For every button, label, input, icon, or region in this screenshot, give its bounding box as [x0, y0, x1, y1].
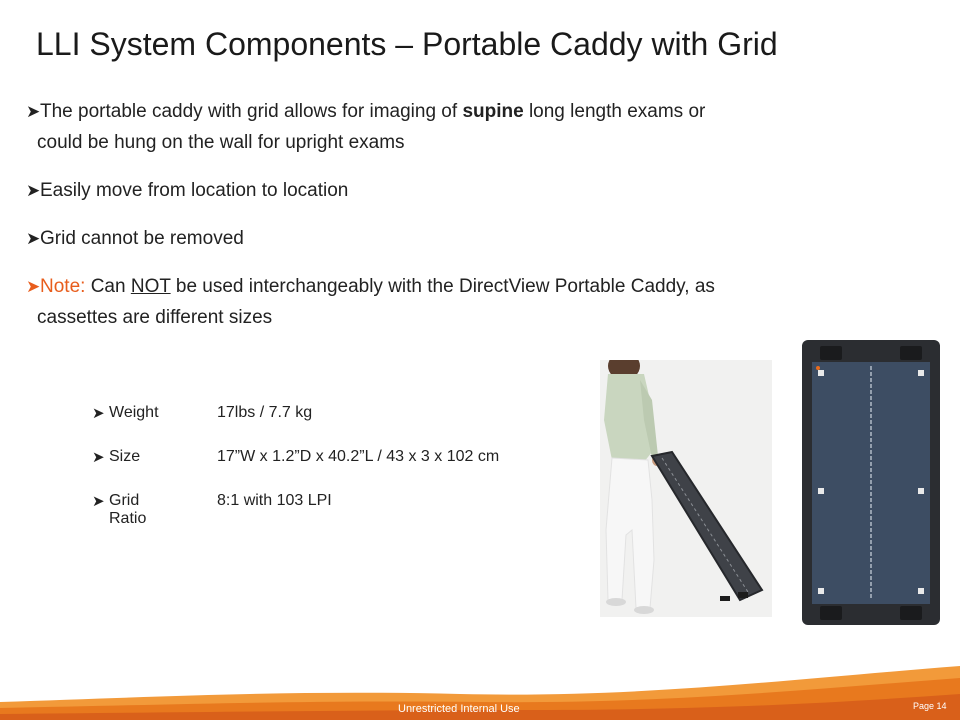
- arrow-bullet-icon: ➤: [26, 102, 41, 121]
- spec-value: 17lbs / 7.7 kg: [217, 404, 313, 421]
- arrow-bullet-icon: ➤: [26, 277, 41, 296]
- photo-person-with-caddy: [600, 360, 772, 617]
- classification-label: Unrestricted Internal Use: [398, 703, 520, 715]
- spec-value: 8:1 with 103 LPI: [217, 492, 332, 509]
- bullet-continuation: cassettes are different sizes: [37, 307, 273, 328]
- arrow-bullet-icon: ➤: [92, 405, 105, 422]
- bullet-text: long length exams or: [523, 101, 706, 122]
- bullet-text: The portable caddy with grid allows for imaging of: [40, 101, 463, 122]
- spec-name: Weight: [109, 404, 159, 421]
- slide-title: LLI System Components – Portable Caddy with Grid: [36, 26, 778, 62]
- bullet-list: [28, 96, 908, 350]
- arrow-bullet-icon: ➤: [26, 229, 41, 248]
- page-number: Page 14: [913, 701, 947, 711]
- bullet-text: be used interchangeably with the DirectView Portable Caddy, as: [170, 276, 715, 297]
- bullet-item: [28, 175, 908, 206]
- spec-name: Size: [109, 448, 141, 465]
- arrow-bullet-icon: ➤: [92, 449, 105, 466]
- bullet-item: [28, 96, 908, 158]
- spec-name: Grid Ratio: [109, 492, 147, 527]
- note-label: Note:: [40, 276, 86, 297]
- bullet-text: Grid cannot be removed: [40, 228, 244, 249]
- bullet-continuation: could be hung on the wall for upright exams: [37, 132, 405, 153]
- bullet-text: Easily move from location to location: [40, 180, 349, 201]
- bullet-bold-text: supine: [462, 101, 524, 122]
- arrow-bullet-icon: ➤: [26, 181, 41, 200]
- bullet-underlined-text: NOT: [130, 276, 171, 297]
- arrow-bullet-icon: ➤: [92, 493, 105, 510]
- bullet-text: Can: [85, 276, 131, 297]
- bullet-item: [28, 271, 908, 333]
- bullet-item: [28, 223, 908, 254]
- spec-value: 17”W x 1.2”D x 40.2”L / 43 x 3 x 102 cm: [217, 448, 500, 465]
- photo-caddy-front: [800, 340, 942, 625]
